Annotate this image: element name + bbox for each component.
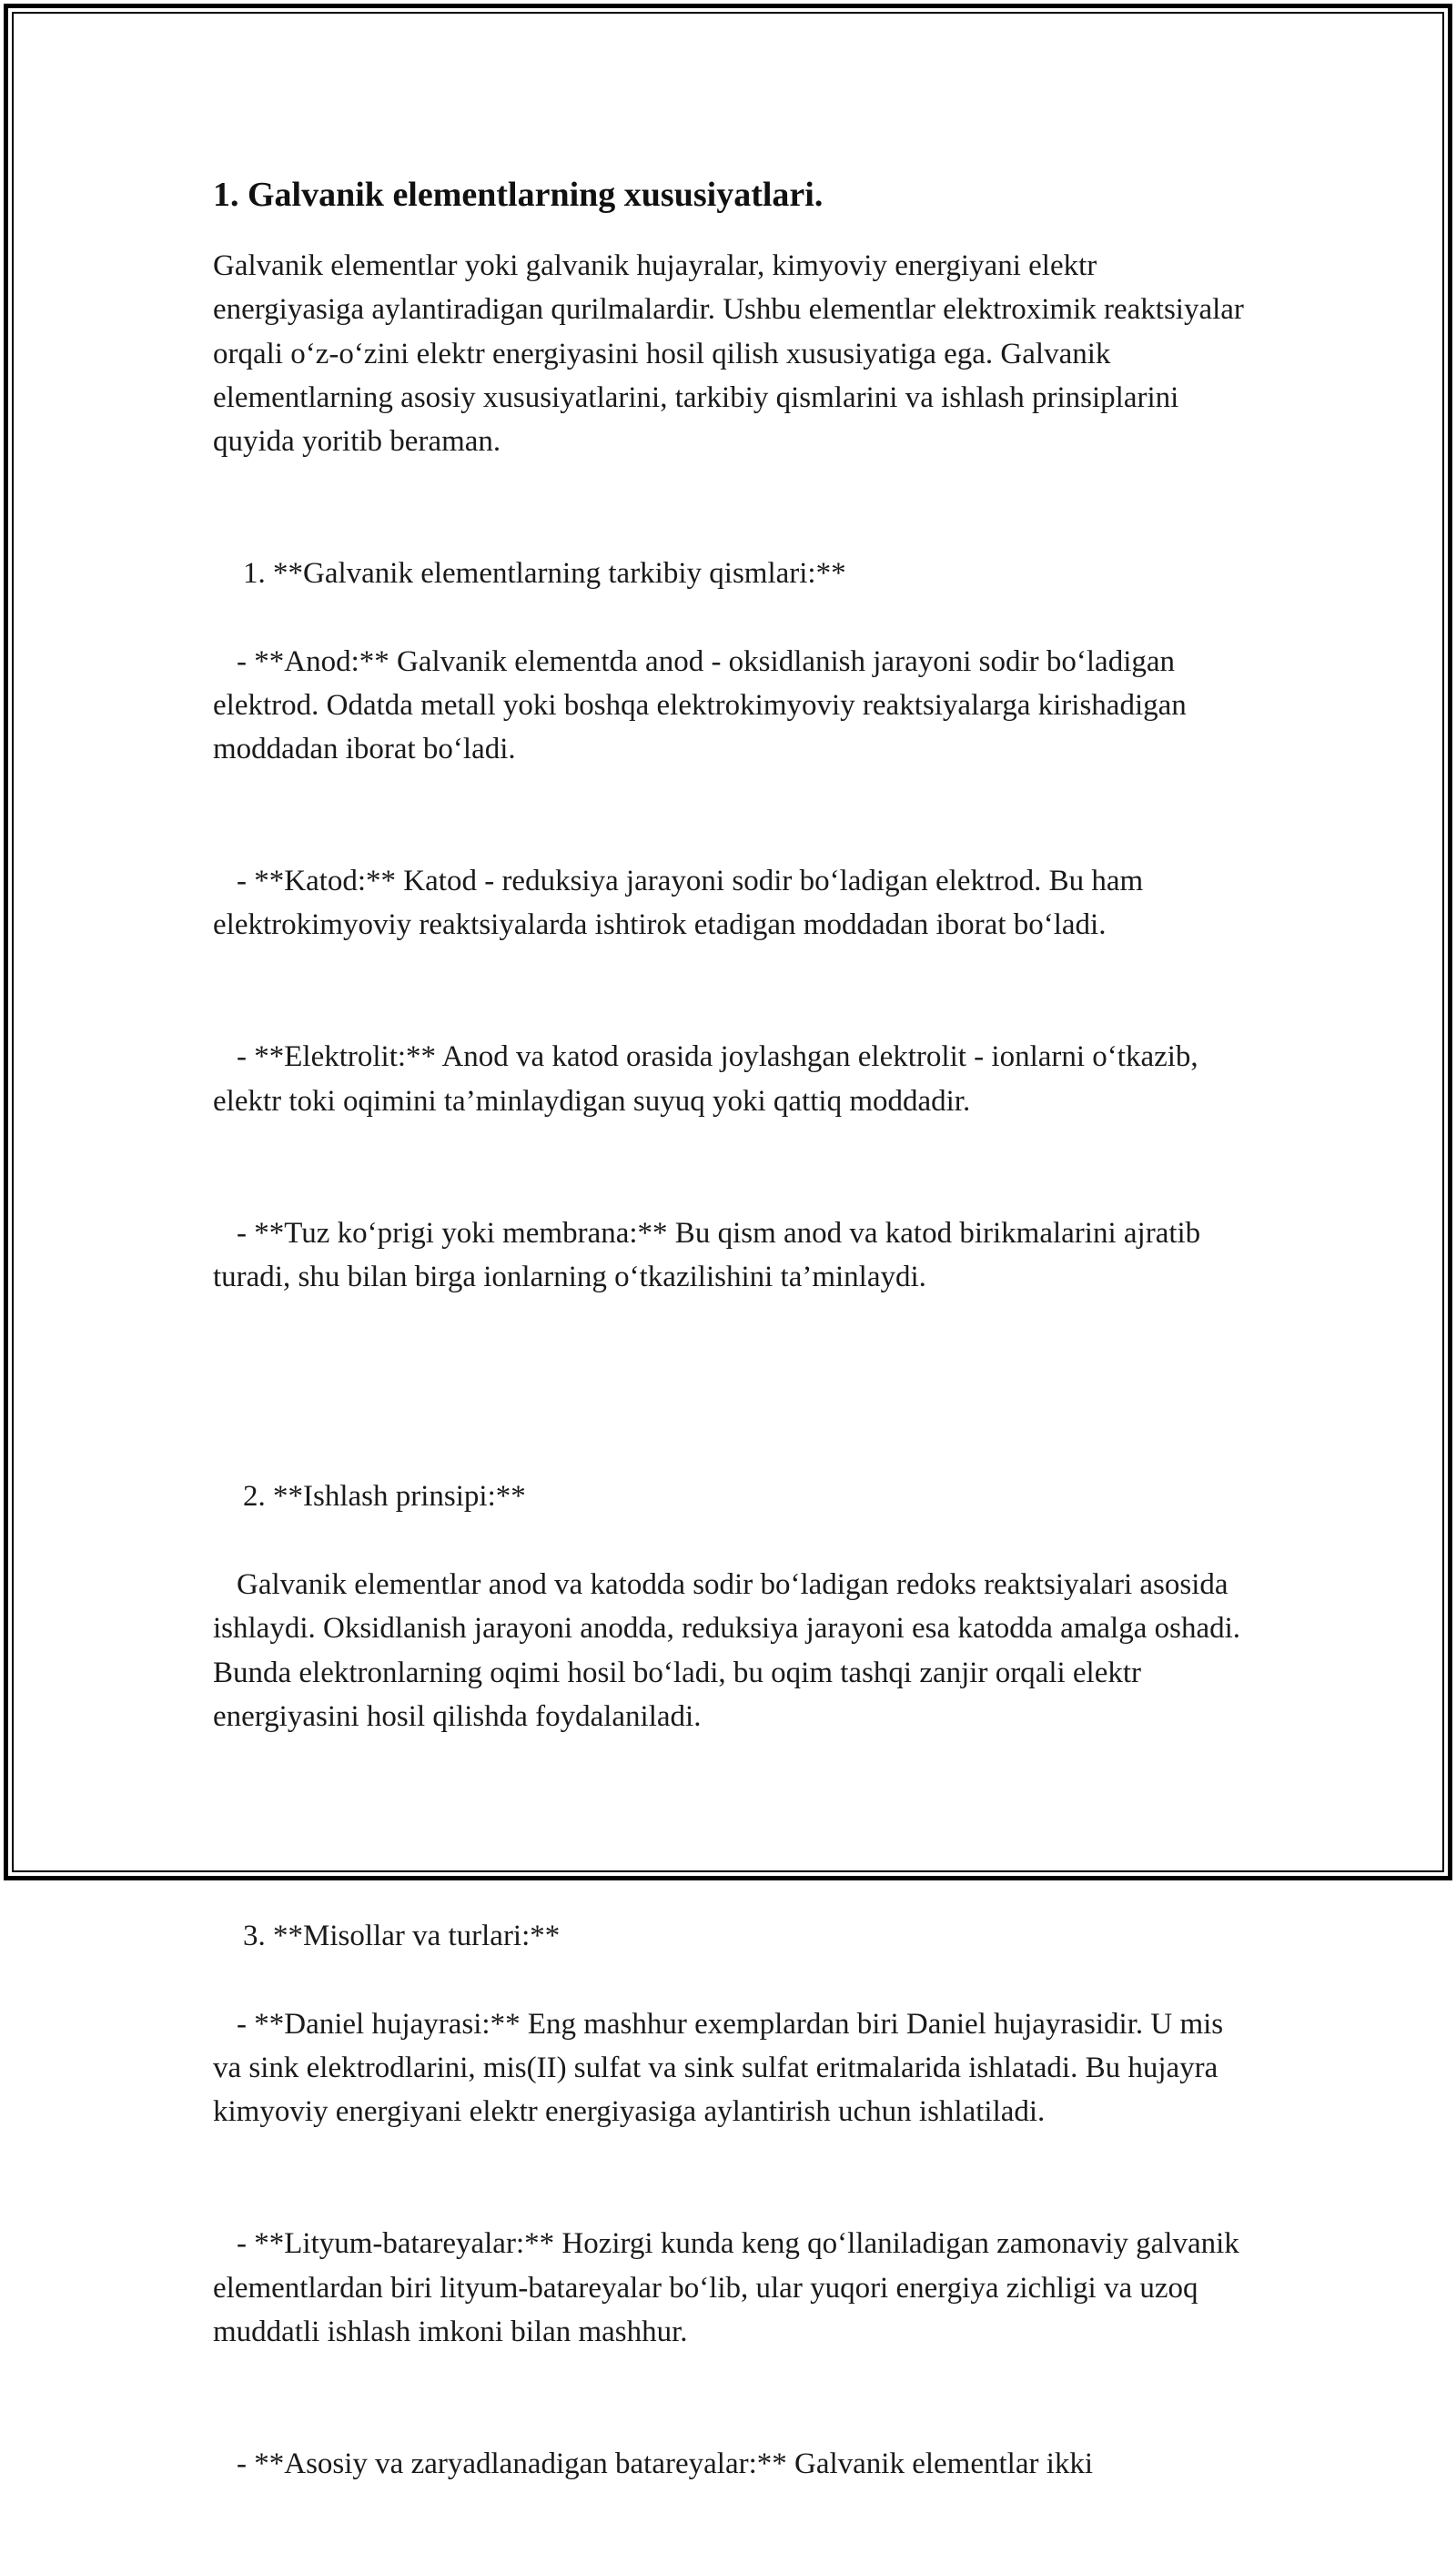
- section-principle: [213, 1431, 1250, 1827]
- paragraph-gap: [213, 463, 1250, 507]
- list-item-lityum: - **Lityum-batareyalar:** Hozirgi kunda keng qo‘llaniladigan zamonaviy galvanik elementlardan biri lityum-batareyalar bo‘lib, ular yuqori energiya zichligi va uzoq muddatli ishlash imkoni bilan mashhur.: [213, 2227, 1248, 2348]
- list-item-anod: - **Anod:** Galvanik elementda anod - oksidlanish jarayoni sodir bo‘ladigan elektrod. Odatda metall yoki boshqa elektrokimyoviy reaktsiyalarga kirishadigan moddadan iborat bo‘ladi.: [213, 644, 1195, 766]
- section-components: [213, 508, 1250, 1387]
- section-body: Galvanik elementlar anod va katodda sodir bo‘ladigan redoks reaktsiyalari asosida ishlaydi. Oksidlanish jarayoni anodda, reduksiya jarayoni esa katodda amalga oshadi. Bunda elektronlarning oqimi hosil bo‘ladi, bu oqim tashqi zanjir orqali elektr energiyasini hosil qilishda foydalaniladi.: [213, 1567, 1249, 1733]
- section-heading: 3. **Misollar va turlari:**: [243, 1920, 561, 1953]
- paragraph-gap: [213, 1387, 1250, 1431]
- document-page: [213, 164, 1250, 2574]
- list-item-membrana: - **Tuz ko‘prigi yoki membrana:** Bu qism anod va katod birikmalarini ajratib turadi, shu bilan birga ionlarning o‘tkazilishini ta’minlaydi.: [213, 1216, 1208, 1293]
- list-item-batareyalar: - **Asosiy va zaryadlanadigan batareyalar:** Galvanik elementlar ikki: [237, 2447, 1094, 2480]
- section-heading: 2. **Ishlash prinsipi:**: [243, 1480, 526, 1514]
- section-examples: [213, 1870, 1250, 2574]
- section-heading: 1. **Galvanik elementlarning tarkibiy qismlari:**: [243, 557, 846, 591]
- intro-paragraph: Galvanik elementlar yoki galvanik hujayralar, kimyoviy energiyani elektr energiyasiga aylantiradigan qurilmalardir. Ushbu elementlar elektroximik reaktsiyalar orqali o‘z-o‘zini elektr energiyasini hosil qilish xususiyatiga ega. Galvanik elementlarning asosiy xususiyatlarini, tarkibiy qismlarini va ishlash prinsiplarini quyida yoritib beraman.: [213, 249, 1252, 459]
- paragraph-gap: [213, 1827, 1250, 1870]
- list-item-daniel: - **Daniel hujayrasi:** Eng mashhur exemplardan biri Daniel hujayrasidir. U mis va sink elektrodlarini, mis(II) sulfat va sink sulfat eritmalarida ishlatadi. Bu hujayra kimyoviy energiyani elektr energiyasiga aylantirish uchun ishlatiladi.: [213, 2007, 1231, 2129]
- list-item-katod: - **Katod:** Katod - reduksiya jarayoni sodir bo‘ladigan elektrod. Bu ham elektrokimyoviy reaktsiyalarda ishtirok etadigan moddadan iborat bo‘ladi.: [213, 865, 1151, 942]
- list-item-elektrolit: - **Elektrolit:** Anod va katod orasida joylashgan elektrolit - ionlarni o‘tkazib, elektr toki oqimini ta’minlaydigan suyuq yoki qattiq moddadir.: [213, 1040, 1206, 1118]
- document-title: 1. Galvanik elementlarning xususiyatlari.: [213, 176, 824, 214]
